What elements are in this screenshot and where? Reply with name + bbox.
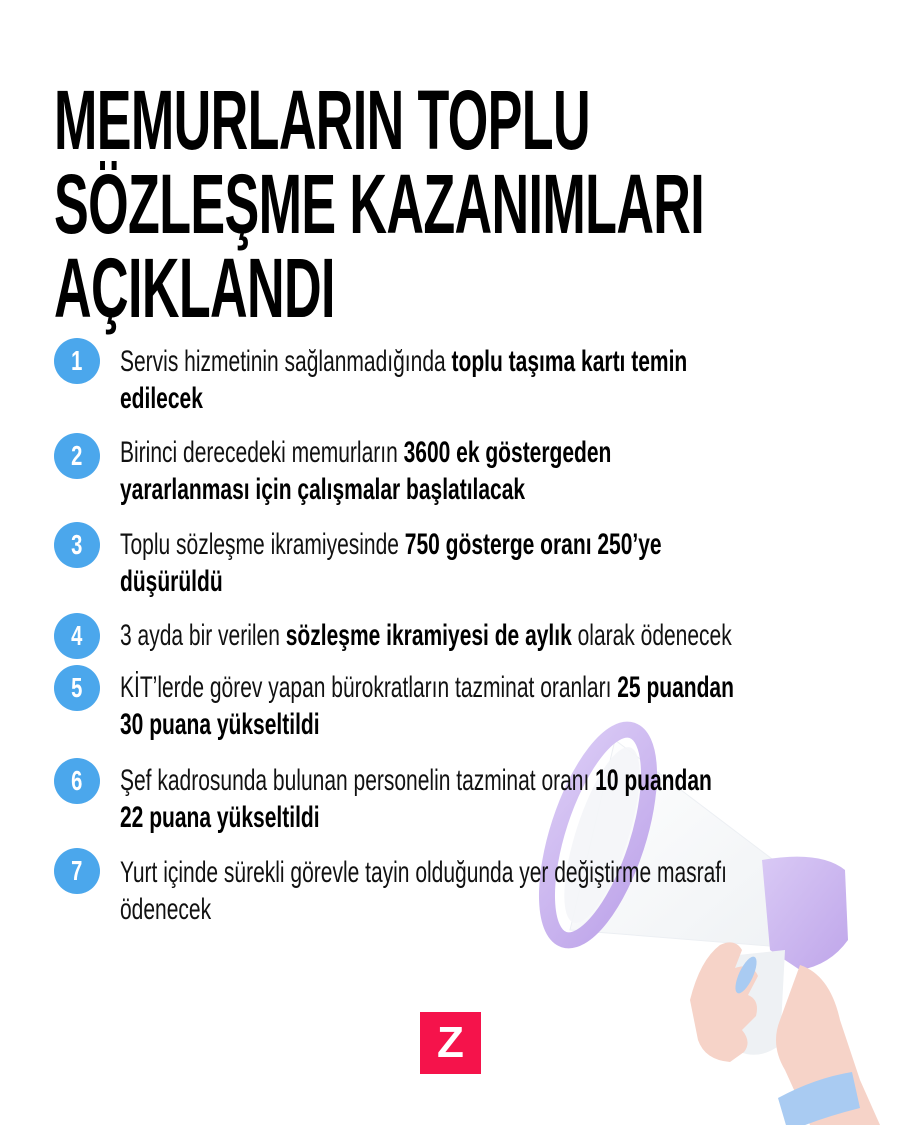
headline-line-2: SÖZLEŞME KAZANIMLARI: [54, 157, 705, 251]
headline: [54, 73, 736, 335]
item-text-regular: Servis hizmetinin sağlanmadığında: [120, 345, 452, 378]
item-text-bold: düşürüldü: [120, 565, 223, 598]
item-text-bold: yararlanması için çalışmalar başlatılacak: [120, 473, 526, 506]
number-badge: 3: [54, 522, 100, 568]
item-text-bold: 25 puandan: [617, 671, 734, 704]
headline-line-3: AÇIKLANDI: [54, 241, 335, 335]
number-badge: 1: [54, 338, 100, 384]
item-text-bold: 3600 ek göstergeden: [403, 436, 612, 469]
item-text-regular: ödenecek: [120, 893, 212, 926]
logo-letter: Z: [437, 1018, 464, 1067]
item-text-bold: toplu taşıma kartı temin: [451, 345, 688, 378]
item-text-regular: olarak ödenecek: [571, 619, 732, 652]
item-text-bold: 22 puana yükseltildi: [120, 801, 320, 834]
number-badge: 2: [54, 433, 100, 479]
headline-line-1: MEMURLARIN TOPLU: [54, 73, 590, 167]
item-text-regular: 3 ayda bir verilen: [120, 619, 286, 652]
item-text-bold: sözleşme ikramiyesi de aylık: [285, 619, 572, 652]
number-badge: 5: [54, 665, 100, 711]
number-badge: 7: [54, 848, 100, 894]
item-text-regular: Şef kadrosunda bulunan personelin tazminat oranı: [120, 764, 596, 797]
item-text-regular: Birinci derecedeki memurların: [120, 436, 404, 469]
brand-logo: [420, 1012, 481, 1074]
item-text-bold: 10 puandan: [595, 764, 712, 797]
item-text-regular: Toplu sözleşme ikramiyesinde: [120, 528, 405, 561]
item-text-bold: 750 gösterge oranı 250’ye: [404, 528, 662, 561]
item-text-regular: Yurt içinde sürekli görevle tayin olduğunda yer değiştirme masrafı: [120, 856, 727, 889]
item-text-bold: 30 puana yükseltildi: [120, 708, 320, 741]
number-badge: 4: [54, 613, 100, 659]
item-text-bold: edilecek: [120, 382, 203, 415]
number-badge: 6: [54, 758, 100, 804]
item-text-regular: KİT’lerde görev yapan bürokratların tazminat oranları: [120, 671, 618, 704]
